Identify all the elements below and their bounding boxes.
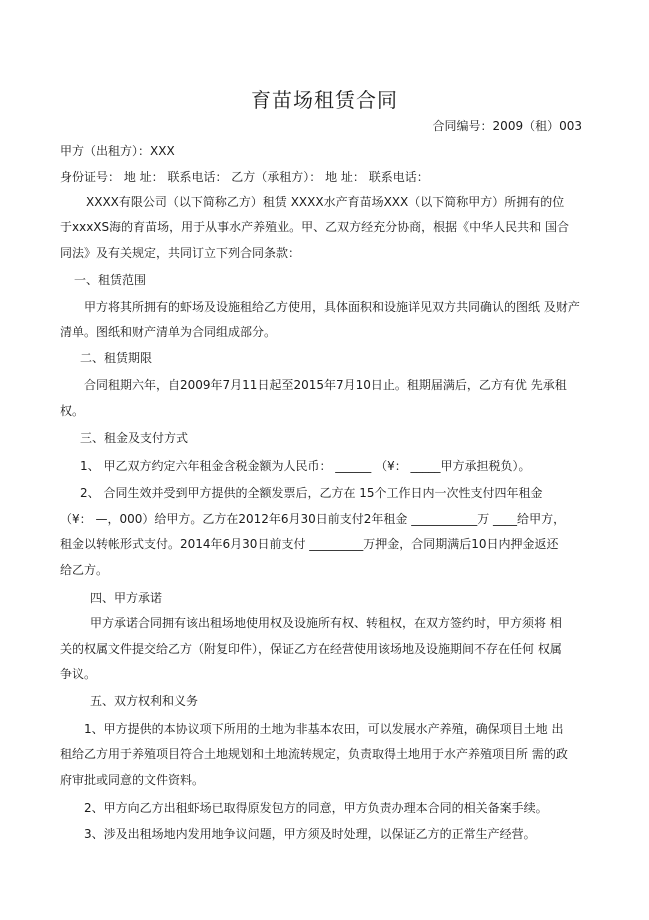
section-heading: 一、租赁范围 bbox=[74, 273, 147, 287]
paragraph-line: 给乙方。 bbox=[60, 563, 109, 577]
paragraph-line: 府审批或同意的文件资料。 bbox=[60, 773, 205, 787]
section-heading: 四、甲方承诺 bbox=[90, 591, 163, 605]
paragraph-line: 合同租期六年，自2009年7月11日起至2015年7月10日止。租期届满后，乙方有优 先承租 bbox=[84, 378, 567, 392]
paragraph-line: 租金以转帐形式支付。2014年6月30日前支付 _________万押金，合同期满后10日内押金返还 bbox=[60, 537, 559, 551]
paragraph-line: 1、甲方提供的本协议项下所用的土地为非基本农田，可以发展水产养殖，确保项目土地 出 bbox=[84, 722, 564, 736]
paragraph-line: （¥： —，000）给甲方。乙方在2012年6月30日前支付2年租金 ___________万 ____给甲方， bbox=[60, 512, 566, 526]
section-heading: 五、双方权利和义务 bbox=[90, 694, 199, 708]
id-address-phone-line: 身份证号： 地 址： 联系电话： 乙方（承租方）： 地 址： 联系电话： bbox=[60, 170, 429, 184]
paragraph-line: 权。 bbox=[60, 404, 85, 418]
paragraph-line: 于xxxXS海的育苗场，用于从事水产养殖业。甲、乙双方经充分协商，根据《中华人民共和 国合 bbox=[60, 220, 569, 234]
party-a-line: 甲方（出租方）：XXX bbox=[60, 144, 175, 158]
document-title: 育苗场租赁合同 bbox=[251, 88, 398, 112]
paragraph-line: 同法》及有关规定，共同订立下列合同条款： bbox=[60, 246, 301, 260]
paragraph-line: 关的权属文件提交给乙方（附复印件），保证乙方在经营使用该场地及设施期间不存在任何 权属 bbox=[60, 642, 562, 656]
paragraph-line: 甲方将其所拥有的虾场及设施租给乙方使用，具体面积和设施详见双方共同确认的图纸 及财产 bbox=[84, 300, 580, 314]
paragraph-line: 租给乙方用于养殖项目符合土地规划和土地流转规定，负责取得土地用于水产养殖项目所 需的政 bbox=[60, 747, 568, 761]
paragraph-line: 争议。 bbox=[60, 667, 97, 681]
paragraph-line: XXXX有限公司（以下简称乙方）租赁 XXXX水产育苗场XXX（以下简称甲方）所拥有的位 bbox=[86, 195, 565, 209]
paragraph-line: 甲方承诺合同拥有该出租场地使用权及设施所有权、转租权，在双方签约时，甲方须将 相 bbox=[90, 616, 562, 630]
paragraph-line: 2、 合同生效并受到甲方提供的全额发票后，乙方在 15个工作日内一次性支付四年租金 bbox=[80, 486, 543, 500]
section-heading: 三、租金及支付方式 bbox=[80, 431, 189, 445]
section-heading: 二、租赁期限 bbox=[80, 351, 153, 365]
contract-number: 合同编号：2009（租）003 bbox=[432, 119, 582, 133]
paragraph-line: 2、甲方向乙方出租虾场已取得原发包方的同意，甲方负责办理本合同的相关备案手续。 bbox=[84, 801, 548, 815]
paragraph-line: 3、涉及出租场地内发用地争议问题，甲方须及时处理，以保证乙方的正常生产经营。 bbox=[84, 827, 536, 841]
paragraph-line: 清单。图纸和财产清单为合同组成部分。 bbox=[60, 325, 277, 339]
paragraph-line: 1、 甲乙双方约定六年租金含税金额为人民币： ______ （¥： _____甲方承担税负）。 bbox=[80, 459, 531, 473]
